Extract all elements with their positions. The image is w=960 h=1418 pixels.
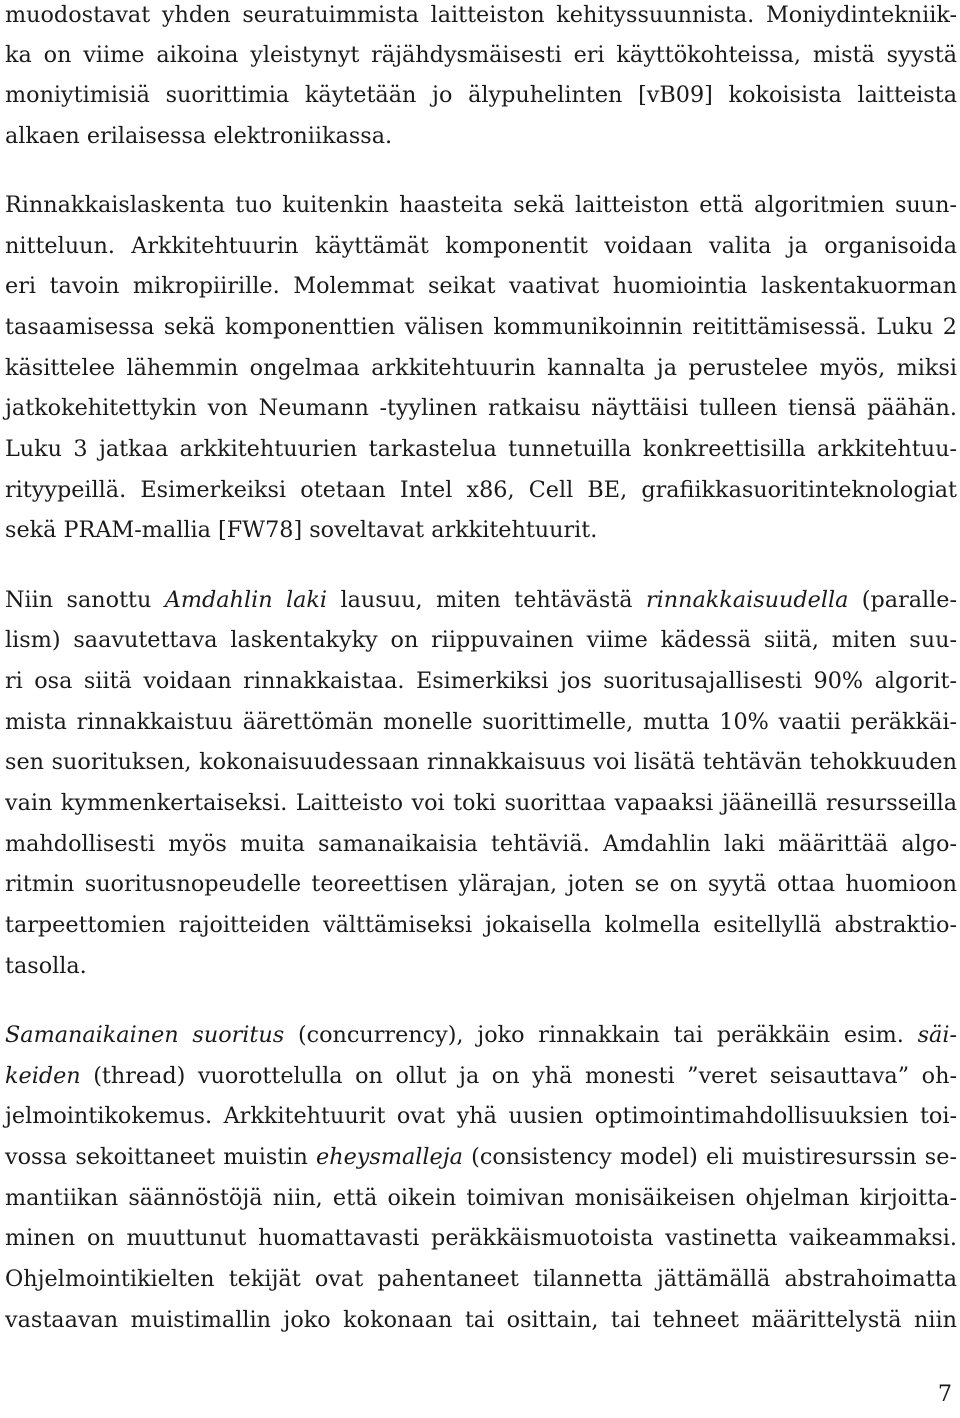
text-line: vain kymmenkertaiseksi. Laitteisto voi toki suorittaa vapaaksi jääneillä resursseilla: [5, 790, 957, 816]
text-run: Niin sanottu: [5, 587, 165, 613]
text-run: vossa sekoittaneet muistin: [5, 1144, 317, 1170]
term-rinnakkaisuudella: rinnakkaisuudella: [645, 587, 849, 613]
text-line: mista rinnakkaistuu äärettömän monelle suorittimelle, mutta 10% vaatii peräkkäi-: [5, 709, 957, 735]
text-line: Ohjelmointikielten tekijät ovat pahentaneet tilannetta jättämällä abstrahoimatta: [5, 1266, 957, 1292]
text-line: mantiikan säännöstöjä niin, että oikein toimivan monisäikeisen ohjelman kirjoitta-: [5, 1185, 957, 1211]
text-line: ri osa siitä voidaan rinnakkaistaa. Esimerkiksi jos suoritusajallisesti 90% algorit-: [5, 668, 957, 694]
text-line: alkaen erilaisessa elektroniikassa.: [5, 123, 393, 149]
term-saikeiden-part: keiden: [5, 1063, 81, 1089]
text-line: [5, 1136, 957, 1178]
text-line: ka on viime aikoina yleistynyt räjähdysmäisesti eri käyttökohteissa, mistä syystä: [5, 42, 957, 68]
term-samanaikainen-suoritus: Samanaikainen suoritus: [5, 1022, 285, 1048]
text-line: moniytimisiä suorittimia käytetään jo älypuhelinten [vB09] kokoisista laitteista: [5, 82, 957, 108]
term-saikeiden-part: säi-: [917, 1022, 957, 1048]
text-line: tarpeettomien rajoitteiden välttämiseksi jokaisella kolmella esitellyllä abstraktio-: [5, 912, 957, 938]
text-line: [5, 1014, 957, 1056]
text-line: tasolla.: [5, 953, 87, 979]
text-line: Luku 3 jatkaa arkkitehtuurien tarkastelua tunnetuilla konkreettisilla arkkitehtuu-: [5, 436, 957, 462]
term-amdahlin-laki: Amdahlin laki: [164, 587, 328, 613]
text-line: tasaamisessa sekä komponenttien välisen kommunikoinnin reitittämisessä. Luku 2: [5, 314, 957, 340]
text-line: sen suorituksen, kokonaisuudessaan rinnakkaisuus voi lisätä tehtävän tehokkuuden: [5, 749, 957, 775]
text-line: ritmin suoritusnopeudelle teoreettisen ylärajan, joten se on syytä ottaa huomioon: [5, 871, 957, 897]
text-line: lism) saavutettava laskentakyky on riippuvainen viime kädessä siitä, miten suu-: [5, 627, 957, 653]
text-line: jatkokehitettykin von Neumann -tyylinen ratkaisu näyttäisi tulleen tiensä päähän.: [5, 395, 957, 421]
text-line: eri tavoin mikropiirille. Molemmat seikat vaativat huomiointia laskentakuorman: [5, 273, 957, 299]
text-line: muodostavat yhden seuratuimmista laitteiston kehityssuunnista. Moniydintekniik-: [5, 2, 957, 28]
term-eheysmalleja: eheysmalleja: [316, 1144, 463, 1170]
text-line: sekä PRAM-mallia [FW78] soveltavat arkkitehtuurit.: [5, 517, 598, 543]
text-run: (thread) vuorottelulla on ollut ja on yhä monesti ”veret seisauttava” oh-: [80, 1063, 957, 1089]
text-line: [5, 1055, 957, 1097]
text-run: (paralle-: [848, 587, 958, 613]
text-run: lausuu, miten tehtävästä: [327, 587, 646, 613]
text-line: nitteluun. Arkkitehtuurin käyttämät komponentit voidaan valita ja organisoida: [5, 233, 957, 259]
text-line: jelmointikokemus. Arkkitehtuurit ovat yhä uusien optimointimahdollisuuksien toi-: [5, 1103, 957, 1129]
page-number: 7: [937, 1381, 952, 1407]
text-line: minen on muuttunut huomattavasti peräkkäismuotoista vastinetta vaikeammaksi.: [5, 1225, 957, 1251]
text-line: käsittelee lähemmin ongelmaa arkkitehtuurin kannalta ja perustelee myös, miksi: [5, 355, 957, 381]
text-line: vastaavan muistimallin joko kokonaan tai osittain, tai tehneet määrittelystä niin: [5, 1307, 957, 1333]
text-run: (consistency model) eli muistiresurssin se-: [462, 1144, 957, 1170]
text-line: mahdollisesti myös muita samanaikaisia tehtäviä. Amdahlin laki määrittää algo-: [5, 831, 957, 857]
text-line: Rinnakkaislaskenta tuo kuitenkin haasteita sekä laitteiston että algoritmien suun-: [5, 192, 957, 218]
text-run: (concurrency), joko rinnakkain tai peräkkäin esim.: [284, 1022, 918, 1048]
text-line: [5, 579, 957, 621]
text-line: rityypeillä. Esimerkeiksi otetaan Intel x86, Cell BE, grafiikkasuoritinteknologiat: [5, 477, 957, 503]
